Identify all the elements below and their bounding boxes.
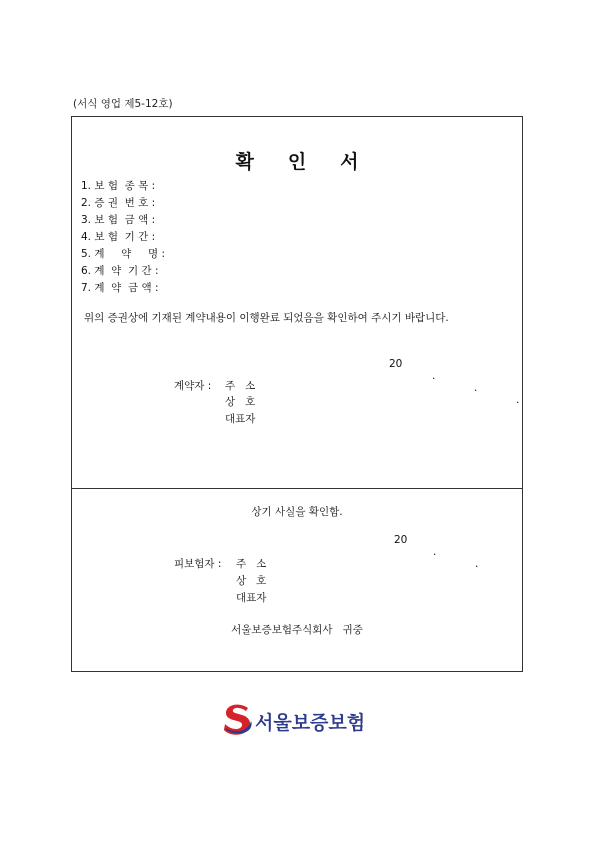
date-bottom-dot-1: . [433, 546, 437, 558]
insured-address: 주 소 [236, 558, 267, 570]
item-insured-amount: 3. 보 험 금 액 : [81, 214, 156, 226]
contractor-trade-name: 상 호 [225, 396, 256, 408]
insured-representative: 대표자 [236, 592, 267, 604]
item-policy-number: 2. 증 권 번 호 : [81, 197, 156, 209]
date-top-year: 20 [389, 358, 403, 370]
document-title: 확인서 [235, 151, 393, 173]
contractor-representative: 대표자 [225, 413, 256, 425]
item-contract-period: 6. 계 약 기 간 : [81, 265, 159, 277]
item-contract-amount: 7. 계 약 금 액 : [81, 282, 159, 294]
logo-emblem-icon [222, 702, 254, 738]
logo-text: 서울보증보험 [255, 712, 366, 734]
date-top-dot-2: . [474, 382, 478, 394]
date-top-dot-3: . [516, 394, 520, 406]
section-divider [72, 488, 522, 489]
date-bottom-year: 20 [394, 534, 408, 546]
contractor-address: 주 소 [225, 380, 256, 392]
contractor-label: 계약자 : [174, 380, 212, 392]
insured-label: 피보험자 : [174, 558, 222, 570]
insured-trade-name: 상 호 [236, 575, 267, 587]
request-statement: 위의 증권상에 기재된 계약내용이 이행완료 되었음을 확인하여 주시기 바랍니다. [84, 312, 449, 324]
date-top-dot-1: . [432, 370, 436, 382]
insurance-items-list [81, 178, 165, 297]
company-logo [222, 702, 372, 738]
form-code: (서식 영업 제5-12호) [73, 98, 173, 110]
item-insurance-type: 1. 보 험 종 목 : [81, 180, 156, 192]
item-insurance-period: 4. 보 험 기 간 : [81, 231, 156, 243]
confirmation-form [71, 116, 523, 672]
addressee: 서울보증보험주식회사 귀중 [231, 624, 363, 636]
confirm-statement: 상기 사실을 확인함. [251, 506, 343, 518]
date-bottom-dot-2: . [475, 558, 479, 570]
item-contract-name: 5. 계 약 명 : [81, 248, 166, 260]
